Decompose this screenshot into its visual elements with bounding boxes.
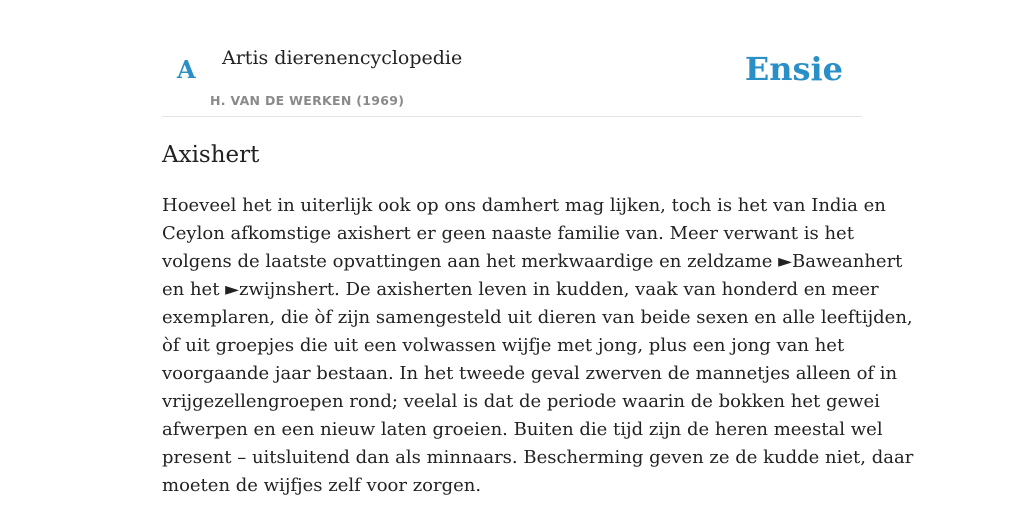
- page-header: [162, 0, 862, 117]
- body-line-with-baweanhert-link[interactable]: volgens de laatste opvattingen aan het merkwaardige en zeldzame ►Baweanhert: [162, 251, 903, 272]
- entry-title: Axishert: [162, 142, 260, 168]
- body-line: Ceylon afkomstige axishert er geen naaste familie van. Meer verwant is het: [162, 223, 854, 244]
- book-title[interactable]: Artis dierenencyclopedie: [222, 47, 463, 69]
- body-line: vrijgezellengroepen rond; veelal is dat de periode waarin de bokken het gewei: [162, 391, 880, 412]
- book-logo-letter[interactable]: A: [177, 55, 196, 84]
- author-credit: H. VAN DE WERKEN (1969): [210, 93, 405, 108]
- body-line: Hoeveel het in uiterlijk ook op ons damhert mag lijken, toch is het van India en: [162, 195, 886, 216]
- body-line-with-zwijnshert-link[interactable]: en het ►zwijnshert. De axisherten leven in kudden, vaak van honderd en meer: [162, 279, 879, 300]
- ensie-brand-logo[interactable]: Ensie: [744, 50, 843, 88]
- body-line: moeten de wijfjes zelf voor zorgen.: [162, 475, 482, 496]
- body-line: voorgaande jaar bestaan. In het tweede geval zwerven de mannetjes alleen of in: [162, 363, 898, 384]
- body-line: òf uit groepjes die uit een volwassen wijfje met jong, plus een jong van het: [162, 335, 845, 356]
- body-line: afwerpen en een nieuw laten groeien. Buiten die tijd zijn de heren meestal wel: [162, 419, 883, 440]
- entry-body: [162, 192, 914, 500]
- body-line: present – uitsluitend dan als minnaars. Bescherming geven ze de kudde niet, daar: [162, 447, 914, 468]
- body-line: exemplaren, die òf zijn samengesteld uit dieren van beide sexen en alle leeftijden,: [162, 307, 913, 328]
